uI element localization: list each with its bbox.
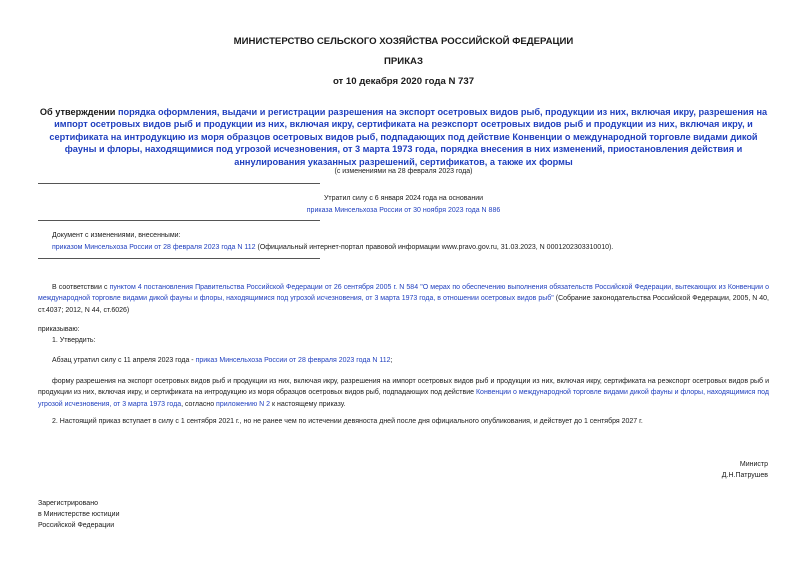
signature-name: Д.Н.Патрушев xyxy=(721,472,768,479)
registration-line-1: Зарегистрировано xyxy=(38,500,98,507)
preamble-prefix: В соответствии с xyxy=(52,284,110,291)
form-suffix: к настоящему приказу. xyxy=(270,400,346,408)
divider xyxy=(38,220,320,221)
abzac-paragraph xyxy=(52,355,392,366)
title-link[interactable]: порядка оформления, выдачи и регистрации разрешения на экспорт осетровых видов рыб, продукции из них, включая икру, разрешения на импорт осетровых видов рыб и продукции из них, включая икру, сертификата на реэкспорт осетровых видов рыб и продукции из них, включая икру, и сертификата на интродукцию из моря образцов осетровых видов рыб, подпадающих под действие Конвенции о международной торговле видами дикой фауны и флоры, находящимися под угрозой исчезновения, от 3 марта 1973 года, порядка внесения в них изменений, приостановления действия и аннулирования указанных разрешений, сертификатов, а также их формы xyxy=(49,107,768,167)
form-appendix-link[interactable]: приложению N 2 xyxy=(216,400,271,408)
changes-rest: (Официальный интернет-портал правовой информации www.pravo.gov.ru, 31.03.2023, N 0001202303310010). xyxy=(255,244,614,251)
divider xyxy=(38,258,320,259)
form-paragraph xyxy=(38,376,769,410)
preamble-link[interactable]: пунктом 4 постановления Правительства Российской Федерации от 26 сентября 2005 г. N 584 "О мерах по обеспечению выполнения обязательств Российской Федерации, вытекающих из Конвенции о международной торговле видами дикой фауны и флоры, находящимися под угрозой исчезновения, от 3 марта 1973 года, в отношении осетровых видов рыб" xyxy=(38,284,769,303)
abzac-link[interactable]: приказ Минсельхоза России от 28 февраля 2023 года N 112 xyxy=(195,357,391,364)
signature-position: Министр xyxy=(739,461,768,468)
registration-line-2: в Министерстве юстиции xyxy=(38,511,120,518)
form-mid: , согласно xyxy=(181,400,217,408)
document-title xyxy=(36,106,771,168)
repeal-note: Утратил силу с 6 января 2024 года на основании xyxy=(323,195,484,202)
doc-type-heading: ПРИКАЗ xyxy=(384,56,423,67)
registration-line-3: Российской Федерации xyxy=(38,522,115,529)
form-text: форму разрешения на экспорт осетровых видов рыб и продукции из них, включая икру, разрешения на импорт осетровых видов рыб и продукции из них, включая икру, сертификата на реэкспорт осетровых видов рыб и продукции из них, включая икру, и сертификата на интродукцию из моря образцов осетровых видов рыб, подпадающих под действие xyxy=(38,378,769,397)
changes-link[interactable]: приказом Минсельхоза России от 28 февраля 2023 года N 112 xyxy=(52,244,256,251)
changes-label: Документ с изменениями, внесенными: xyxy=(52,232,181,239)
ministry-heading: МИНИСТЕРСТВО СЕЛЬСКОГО ХОЗЯЙСТВА РОССИЙСКОЙ ФЕДЕРАЦИИ xyxy=(233,36,574,47)
orders-text: приказываю: xyxy=(38,326,80,333)
form-convention-link[interactable]: Конвенции о международной торговле видами дикой фауны и флоры, находящимися под угрозой исчезновения, от 3 марта 1973 года xyxy=(38,389,770,408)
title-prefix: Об утверждении xyxy=(39,107,118,117)
preamble-paragraph xyxy=(38,282,769,316)
abzac-suffix: ; xyxy=(390,357,393,364)
abzac-prefix: Абзац утратил силу с 11 апреля 2023 года - xyxy=(52,357,196,364)
repeal-link[interactable]: приказа Минсельхоза России от 30 ноября 2023 года N 886 xyxy=(306,207,501,214)
preamble-suffix: (Собрание законодательства Российской Федерации, 2005, N 40, ст.4037; 2012, N 44, ст.6026) xyxy=(38,295,769,314)
doc-date-heading: от 10 декабря 2020 года N 737 xyxy=(332,76,475,87)
changes-line xyxy=(52,243,772,253)
amended-note: (с изменениями на 28 февраля 2023 года) xyxy=(334,168,473,175)
item-1: 1. Утвердить: xyxy=(52,337,96,344)
divider xyxy=(38,183,320,184)
item-2: 2. Настоящий приказ вступает в силу с 1 сентября 2021 г., но не ранее чем по истечении девяноста дней после дня официального опубликования, и действует до 1 сентября 2027 г. xyxy=(52,418,643,425)
